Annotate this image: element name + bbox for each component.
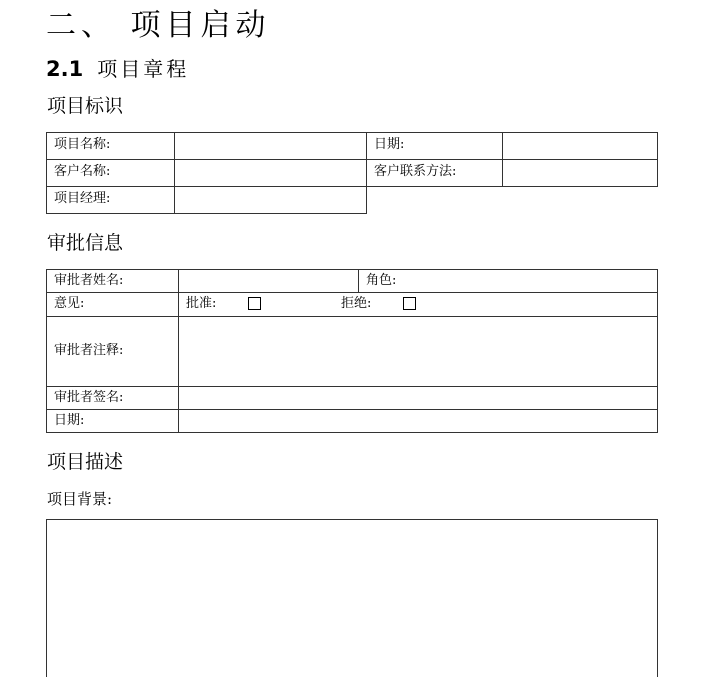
client-name-label: 客户名称: xyxy=(54,164,111,179)
client-contact-field[interactable] xyxy=(504,161,656,185)
project-name-label: 项目名称: xyxy=(54,137,111,152)
reject-checkbox[interactable] xyxy=(403,297,416,310)
project-id-heading: 项目标识 xyxy=(47,95,124,117)
subsection-heading xyxy=(46,54,189,86)
subsection-title: 项目章程 xyxy=(97,57,190,81)
approve-checkbox[interactable] xyxy=(248,297,261,310)
approval-heading: 审批信息 xyxy=(47,232,124,254)
client-name-field[interactable] xyxy=(176,161,364,185)
role-label: 角色: xyxy=(366,273,397,288)
client-contact-label: 客户联系方法: xyxy=(374,164,457,179)
approval-date-field[interactable] xyxy=(180,411,656,431)
project-manager-label: 项目经理: xyxy=(54,191,111,206)
reject-label: 拒绝: xyxy=(341,296,372,311)
project-manager-field[interactable] xyxy=(176,188,364,212)
approver-name-field[interactable] xyxy=(180,271,356,291)
signature-field[interactable] xyxy=(180,388,656,408)
approve-label: 批准: xyxy=(186,296,217,311)
background-label: 项目背景: xyxy=(47,490,113,508)
date-label: 日期: xyxy=(374,137,405,152)
approval-date-label: 日期: xyxy=(54,413,85,428)
approver-name-label: 审批者姓名: xyxy=(54,273,124,288)
comments-label: 审批者注释: xyxy=(54,343,124,358)
role-field[interactable] xyxy=(410,271,655,291)
subsection-number: 2.1 xyxy=(46,57,84,81)
description-heading: 项目描述 xyxy=(47,451,124,473)
section-heading: 二、 项目启动 xyxy=(46,8,271,43)
opinion-label: 意见: xyxy=(54,296,85,311)
date-field[interactable] xyxy=(504,134,656,158)
project-name-field[interactable] xyxy=(176,134,364,158)
signature-label: 审批者签名: xyxy=(54,390,124,405)
comments-field[interactable] xyxy=(180,318,656,384)
